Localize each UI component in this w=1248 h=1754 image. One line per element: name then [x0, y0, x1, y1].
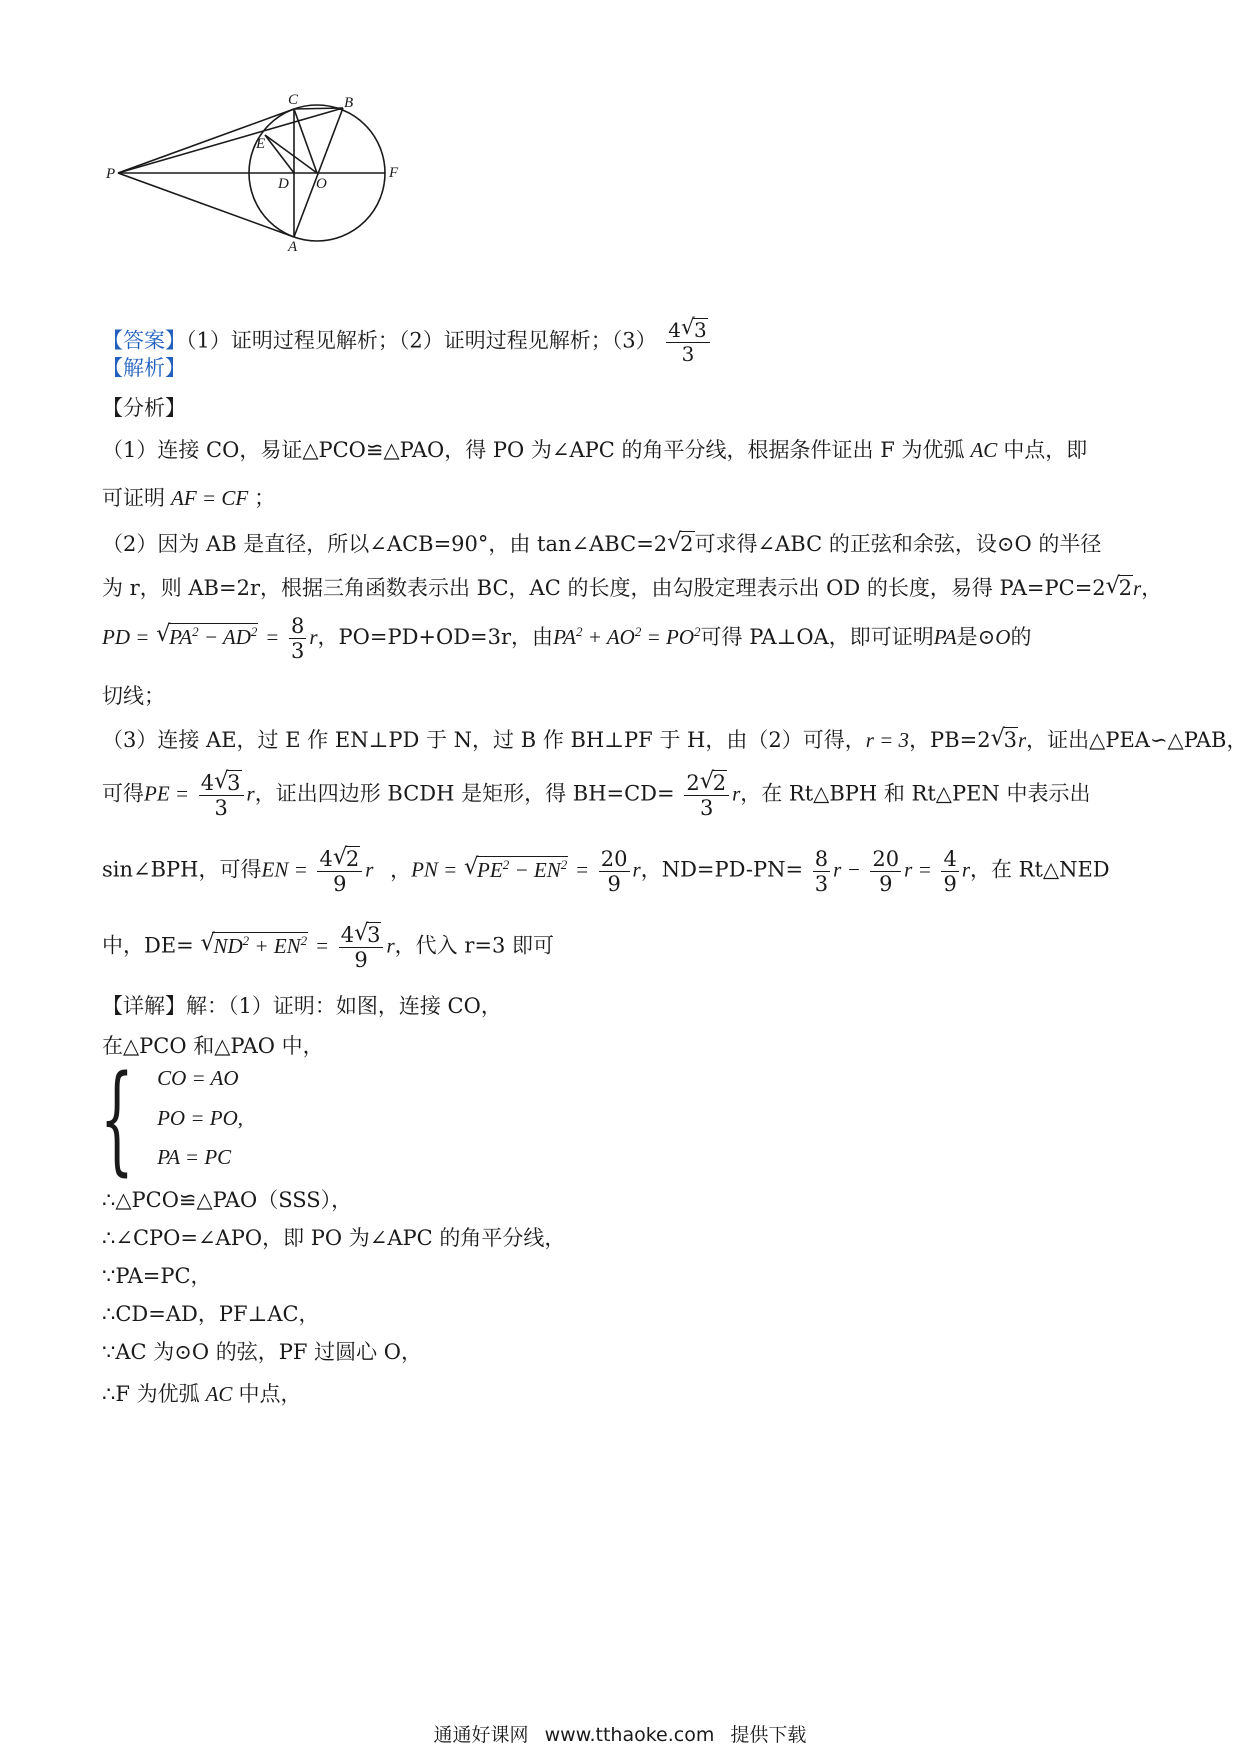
brace-icon: {	[100, 1049, 134, 1187]
analysis-tag: 【解析】	[102, 356, 186, 380]
line-cb	[294, 108, 343, 109]
detail-step-3: ∵PA=PC，	[102, 1264, 212, 1288]
p3-line2: 可得PE = $\frac{4√ 3}{3}$ r，证出四边形 BCDH 是矩形，得 BH=CD= $\frac{2√ 2}{3}$ r，在 Rt△BPH 和 Rt△PEN 中表示出	[102, 770, 1090, 820]
label-p: P	[106, 166, 116, 182]
detail-step-6: ∴F 为优弧 AC 中点，	[102, 1382, 302, 1406]
detail-line2: 在△PCO 和△PAO 中，	[102, 1034, 324, 1058]
footer-url[interactable]: www.tthaoke.com	[544, 1724, 715, 1746]
label-b: B	[344, 95, 354, 111]
line-eo	[265, 135, 317, 173]
p3-line3: sin∠BPH，可得EN = $\frac{4√ 2}{9}$ r ，PN = √ $PE^2 - EN^2$ = $\frac{20}{9}$ r，ND=PD-PN= $\frac{8}{3}$ r − $\frac{20}{9}$ r = $\frac{4}{9}$ r，在 Rt△NED	[102, 846, 1110, 896]
equation-system	[100, 1049, 243, 1187]
footer	[0, 1720, 1240, 1747]
answer-line: 【答案】（1）证明过程见解析；（2）证明过程见解析；（3） $\frac{4√ 3}{3}$	[102, 318, 713, 366]
p2-line2: 为 r，则 AB=2r，根据三角函数表示出 BC，AC 的长度，由勾股定理表示出 OD 的长度，易得 PA=PC=2√ 2r，	[102, 572, 1162, 602]
label-e: E	[256, 136, 266, 152]
p2-line3: PD = √ $PA^2 - AD^2$ = $\frac{8}{3}$ r，PO=PD+OD=3r，由$PA^2 + AO^2 = PO^2$可得 PA⊥OA，即可证明PA是⊙O的	[102, 614, 1031, 663]
geometry-figure	[106, 92, 430, 265]
answer-text: （1）证明过程见解析；（2）证明过程见解析；（3）	[186, 328, 657, 353]
system-eq-3: PA = PC	[157, 1145, 232, 1169]
label-c: C	[288, 92, 299, 108]
p1-line1: （1）连接 CO，易证△PCO≌△PAO，得 PO 为∠APC 的角平分线，根据条件证出 F 为优弧 AC 中点，即	[102, 438, 1088, 462]
fenxi-tag: 【分析】	[102, 396, 186, 420]
detail-step-4: ∴CD=AD，PF⊥AC，	[102, 1302, 320, 1326]
line-pb	[118, 108, 343, 173]
p2-line1: （2）因为 AB 是直径，所以∠ACB=90°，由 tan∠ABC=2√ 2可求得∠ABC 的正弦和余弦，设⊙O 的半径	[102, 528, 1101, 558]
p3-line1: （3）连接 AE，过 E 作 EN⊥PD 于 N，过 B 作 BH⊥PF 于 H，由（2）可得，r = 3，PB=2√ 3r，证出△PEA∽△PAB，	[102, 724, 1248, 754]
p3-line4: 中，DE= √ $ND^2 + EN^2$ = $\frac{4√ 3}{9}$ r，代入 r=3 即可	[102, 922, 554, 972]
detail-step-5: ∵AC 为⊙O 的弦，PF 过圆心 O，	[102, 1340, 423, 1364]
system-eq-2: PO = PO,	[157, 1105, 243, 1130]
label-d: D	[278, 176, 289, 192]
p2-line4: 切线；	[102, 684, 165, 708]
detail-intro: 【详解】解：（1）证明：如图，连接 CO，	[102, 994, 502, 1018]
detail-step-1: ∴△PCO≌△PAO（SSS），	[102, 1188, 353, 1212]
footer-tail: 提供下载	[730, 1724, 807, 1746]
label-f: F	[389, 165, 399, 181]
p1-line2: 可证明 AF = CF ；	[102, 486, 276, 510]
line-pc	[118, 109, 294, 173]
detail-tag: 【详解】	[102, 994, 186, 1018]
line-pa	[118, 173, 294, 237]
detail-step-2: ∴∠CPO=∠APO，即 PO 为∠APC 的角平分线，	[102, 1226, 566, 1250]
answer-tag: 【答案】	[102, 328, 186, 353]
footer-site: 通通好课网	[433, 1724, 529, 1746]
label-o: O	[316, 176, 327, 192]
label-a: A	[288, 239, 298, 255]
system-eq-1: CO = AO	[157, 1066, 239, 1090]
